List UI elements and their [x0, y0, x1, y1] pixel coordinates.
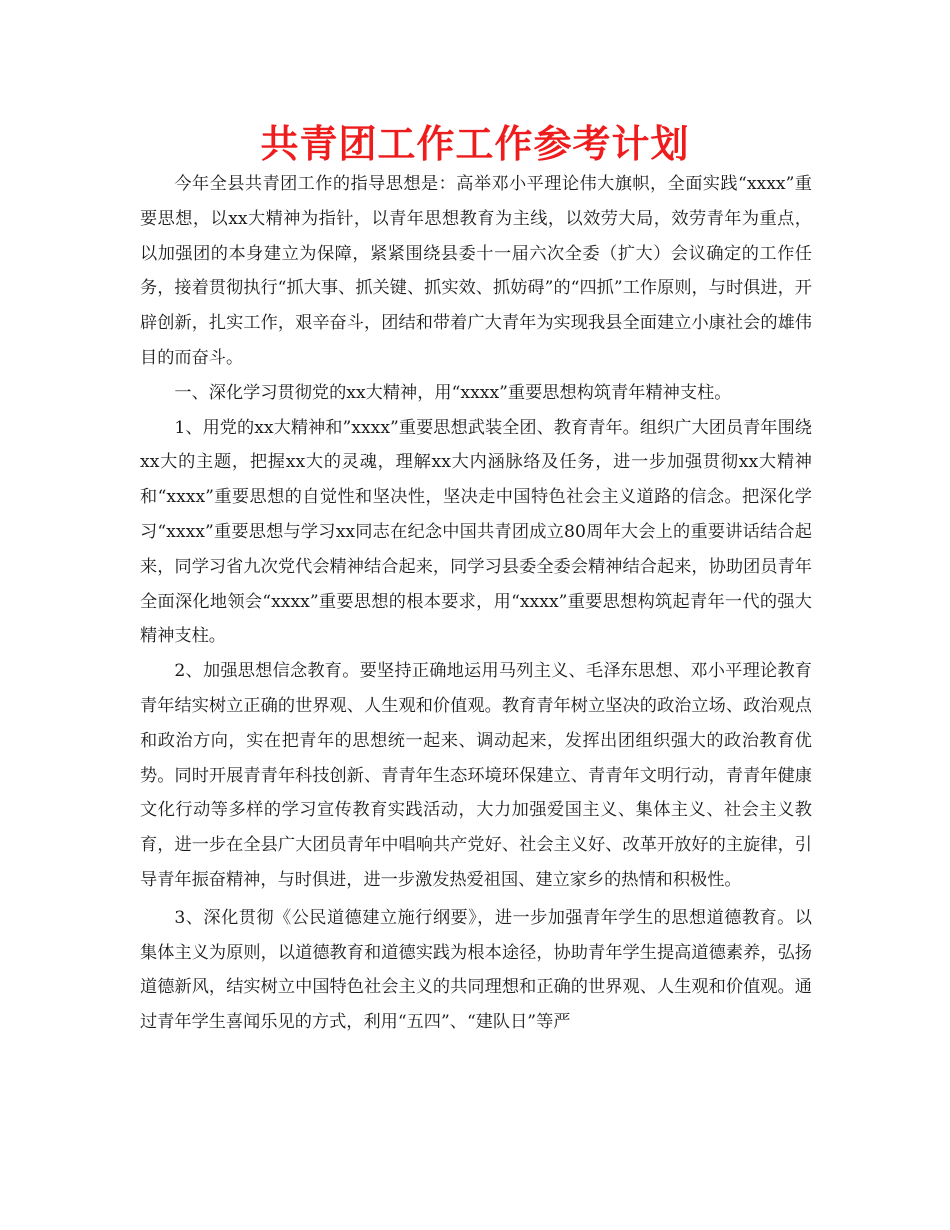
- paragraph-item-2: 2、加强思想信念教育。要坚持正确地运用马列主义、毛泽东思想、邓小平理论教育青年结实树立正确的世界观、人生观和价值观。教育青年树立坚决的政治立场、政治观点和政治方向，实在把青年的思想统一起来、调动起来，发挥出团组织强大的政治教育优势。同时开展青青年科技创新、青青年生态环境环保建立、青青年文明行动，青青年健康文化行动等多样的学习宣传教育实践活动，大力加强爱国主义、集体主义、社会主义教育，进一步在全县广大团员青年中唱响共产党好、社会主义好、改革开放好的主旋律，引导青年振奋精神，与时俱进，进一步激发热爱祖国、建立家乡的热情和积极性。: [140, 661, 812, 890]
- paragraph-section-one-heading: 一、深化学习贯彻党的xx大精神，用“xxxx”重要思想构筑青年精神支柱。: [174, 382, 732, 403]
- paragraph-item-1: 1、用党的xx大精神和”xxxx”重要思想武装全团、教育青年。组织广大团员青年围绕xx大的主题，把握xx大的灵魂，理解xx大内涵脉络及任务，进一步加强贯彻xx大精神和“xxxx”重要思想的自觉性和坚决性，坚决走中国特色社会主义道路的信念。把深化学习“xxxx”重要思想与学习xx同志在纪念中国共青团成立80周年大会上的重要讲话结合起来，同学习省九次党代会精神结合起来，同学习县委全委会精神结合起来，协助团员青年全面深化地领会“xxxx”重要思想的根本要求，用“xxxx”重要思想构筑起青年一代的强大精神支柱。: [140, 417, 812, 647]
- paragraph-guiding-thought: 今年全县共青团工作的指导思想是：高举邓小平理论伟大旗帜，全面实践“xxxx”重要思想，以xx大精神为指针，以青年思想教育为主线，以效劳大局，效劳青年为重点，以加强团的本身建立为保障，紧紧围绕县委十一届六次全委（扩大）会议确定的工作任务，接着贯彻执行“抓大事、抓关键、抓实效、抓妨碍”的“四抓”工作原则，与时俱进，开辟创新，扎实工作，艰辛奋斗，团结和带着广大青年为实现我县全面建立小康社会的雄伟目的而奋斗。: [140, 174, 812, 368]
- document-title: 共青团工作工作参考计划: [260, 122, 690, 166]
- document-body: [140, 167, 812, 1040]
- paragraph-item-3: 3、深化贯彻《公民道德建立施行纲要》，进一步加强青年学生的思想道德教育。以集体主义为原则，以道德教育和道德实践为根本途径，协助青年学生提高道德素养，弘扬道德新风，结实树立中国特色社会主义的共同理想和正确的世界观、人生观和价值观。通过青年学生喜闻乐见的方式，利用“五四”、“建队日”等严: [140, 907, 812, 1033]
